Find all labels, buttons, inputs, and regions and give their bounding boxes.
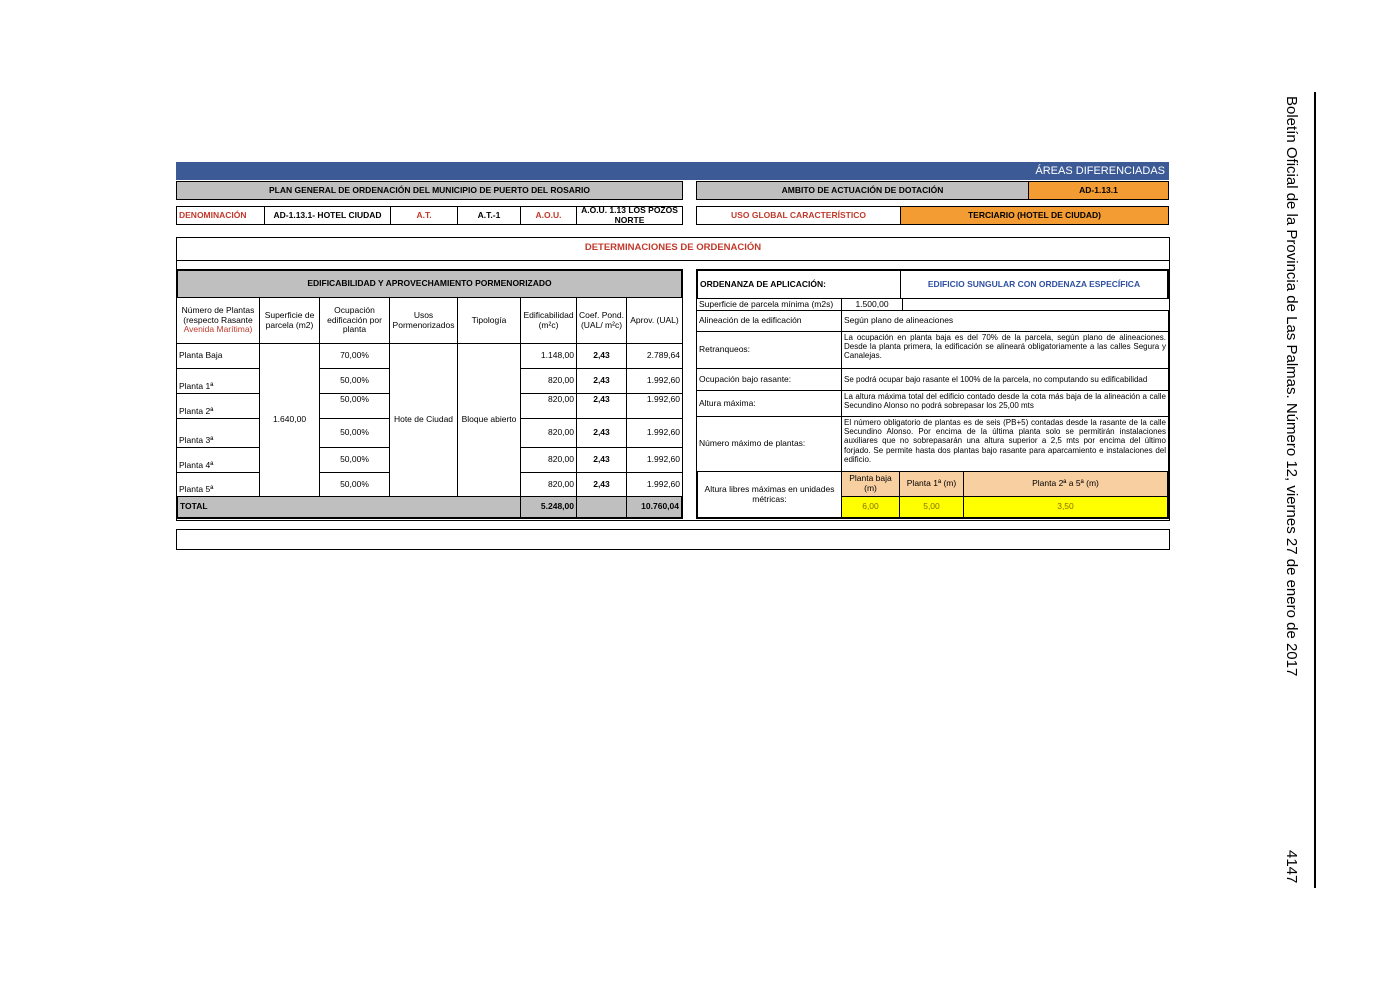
ordenanza-row-label: Alineación de la edificación (696, 310, 842, 332)
col-header-coef: Coef. Pond. (UAL/ m²c) (576, 297, 627, 344)
running-header-rule (1314, 92, 1316, 888)
ordenanza-label: ORDENANZA DE APLICACIÓN: (696, 269, 901, 299)
total-aprov: 10.760,04 (626, 496, 683, 519)
table-cell-edificabilidad: 820,00 (520, 418, 577, 448)
alturas-header-planta-2-5: Planta 2ª a 5ª (m) (963, 471, 1169, 497)
ordenanza-row-label: Ocupación bajo rasante: (696, 368, 842, 391)
table-row-planta: Planta 1ª (176, 368, 260, 394)
alturas-value-planta-1: 5,00 (899, 496, 964, 519)
aou-value: A.O.U. 1.13 LOS POZOS NORTE (576, 206, 683, 225)
table-cell-usos: Hote de Ciudad (389, 343, 458, 497)
plan-title: PLAN GENERAL DE ORDENACIÓN DEL MUNICIPIO DE PUERTO DEL ROSARIO (176, 181, 683, 200)
ordenanza-row-label: Superficie de parcela mínima (m2s) (696, 298, 842, 311)
col-header-superficie: Superficie de parcela (m2) (259, 297, 320, 344)
table-cell-ocupacion: 50,00% (319, 393, 390, 419)
alturas-value-planta-2-5: 3,50 (963, 496, 1169, 519)
ambito-code: AD-1.13.1 (1028, 181, 1169, 200)
table-cell-ocupacion: 50,00% (319, 472, 390, 497)
table-cell-edificabilidad: 820,00 (520, 393, 577, 419)
col-header-aprov: Aprov. (UAL) (626, 297, 683, 344)
aou-label: A.O.U. (520, 206, 577, 225)
ordenanza-row-value: El número obligatorio de plantas es de seis (PB+5) contadas desde la rasante de la calle Secundino Alonso. Por encima de la última planta solo se permitirán instalaciones auxiliares que no sobrepasarán una altura superior a 2,5 mts por encima del último forjado. Se permite hasta dos plantas bajo rasante para aparcamiento e instalaciones del edificio. (841, 416, 1169, 472)
table-cell-aprov: 1.992,60 (626, 447, 683, 473)
running-header: Boletín Oficial de la Provincia de Las Palmas. Número 12, viernes 27 de enero de 2017 (1283, 96, 1300, 677)
at-label: A.T. (390, 206, 458, 225)
areas-banner: ÁREAS DIFERENCIADAS (176, 162, 1169, 180)
col-header-edificabilidad: Edificabilidad (m²c) (520, 297, 577, 344)
alturas-header-planta-baja: Planta baja (m) (841, 471, 900, 497)
col-header-usos: Usos Pormenorizados (389, 297, 458, 344)
table-cell-superficie: 1.640,00 (259, 343, 320, 497)
ordenanza-row-value: Se podrá ocupar bajo rasante el 100% de la parcela, no computando su edificabilidad (841, 368, 1169, 391)
table-row-planta: Planta 5ª (176, 472, 260, 497)
ordenanza-row-value: La altura máxima total del edificio contado desde la cota más baja de la alineación a calle Secundino Alonso no podrá sobrepasar los 25,00 mts (841, 390, 1169, 417)
table-cell-coef: 2,43 (576, 393, 627, 419)
edificabilidad-title: EDIFICABILIDAD Y APROVECHAMIENTO PORMENORIZADO (176, 269, 683, 298)
alturas-header-planta-1: Planta 1ª (m) (899, 471, 964, 497)
ordenanza-row-value: 1.500,00 (841, 298, 903, 311)
total-edificabilidad: 5.248,00 (520, 496, 577, 519)
empty-notes-box (176, 529, 1170, 550)
ordenanza-row-label: Retranqueos: (696, 331, 842, 369)
table-cell-coef: 2,43 (576, 343, 627, 369)
table-cell-aprov: 1.992,60 (626, 368, 683, 394)
ordenanza-row-label: Número máximo de plantas: (696, 416, 842, 472)
table-row-planta: Planta Baja (176, 343, 260, 369)
table-cell-aprov: 1.992,60 (626, 472, 683, 497)
denominacion-value: AD-1.13.1- HOTEL CIUDAD (264, 206, 391, 225)
table-cell-coef: 2,43 (576, 368, 627, 394)
table-cell-edificabilidad: 1.148,00 (520, 343, 577, 369)
table-cell-ocupacion: 50,00% (319, 368, 390, 394)
table-cell-coef: 2,43 (576, 418, 627, 448)
denominacion-label: DENOMINACIÓN (176, 206, 265, 225)
ordenanza-row-value: Según plano de alineaciones (841, 310, 1169, 332)
at-value: A.T.-1 (457, 206, 521, 225)
alturas-value-planta-baja: 6,00 (841, 496, 900, 519)
table-cell-edificabilidad: 820,00 (520, 447, 577, 473)
col-header-ocupacion: Ocupación edificación por planta (319, 297, 390, 344)
table-cell-coef: 2,43 (576, 447, 627, 473)
col-header-plantas-street: Avenida Marítima) (183, 324, 253, 335)
uso-value: TERCIARIO (HOTEL DE CIUDAD) (900, 206, 1169, 225)
col-header-plantas-text: Número de Plantas (respecto Rasante (181, 304, 255, 325)
determinaciones-title: DETERMINACIONES DE ORDENACIÓN (176, 237, 1170, 261)
table-row-planta: Planta 2ª (176, 393, 260, 419)
table-cell-aprov: 1.992,60 (626, 418, 683, 448)
total-coef-empty (576, 496, 627, 519)
col-header-plantas (176, 297, 260, 344)
uso-label: USO GLOBAL CARACTERÍSTICO (696, 206, 901, 225)
ordenanza-row-label: Altura máxima: (696, 390, 842, 417)
total-label: TOTAL (176, 496, 521, 519)
table-cell-ocupacion: 70,00% (319, 343, 390, 369)
table-cell-ocupacion: 50,00% (319, 418, 390, 448)
table-cell-edificabilidad: 820,00 (520, 368, 577, 394)
table-cell-edificabilidad: 820,00 (520, 472, 577, 497)
table-row-planta: Planta 4ª (176, 447, 260, 473)
ambito-label: AMBITO DE ACTUACIÓN DE DOTACIÓN (696, 181, 1029, 200)
table-cell-aprov: 2.789,64 (626, 343, 683, 369)
ordenanza-value: EDIFICIO SUNGULAR CON ORDENAZA ESPECÍFICA (900, 269, 1169, 299)
col-header-tipologia: Tipología (457, 297, 521, 344)
page-number: 4147 (1283, 850, 1300, 884)
table-cell-aprov: 1.992,60 (626, 393, 683, 419)
table-cell-tipologia: Bloque abierto (457, 343, 521, 497)
alturas-label: Altura libres máximas en unidades métricas: (696, 471, 842, 519)
table-cell-ocupacion: 50,00% (319, 447, 390, 473)
ordenanza-row-value: La ocupación en planta baja es del 70% de la parcela, según plano de alineaciones. Desde la planta primera, la edificación se alineará obligatoriamente a las calles Segura y Canalejas. (841, 331, 1169, 369)
table-cell-coef: 2,43 (576, 472, 627, 497)
table-row-planta: Planta 3ª (176, 418, 260, 448)
